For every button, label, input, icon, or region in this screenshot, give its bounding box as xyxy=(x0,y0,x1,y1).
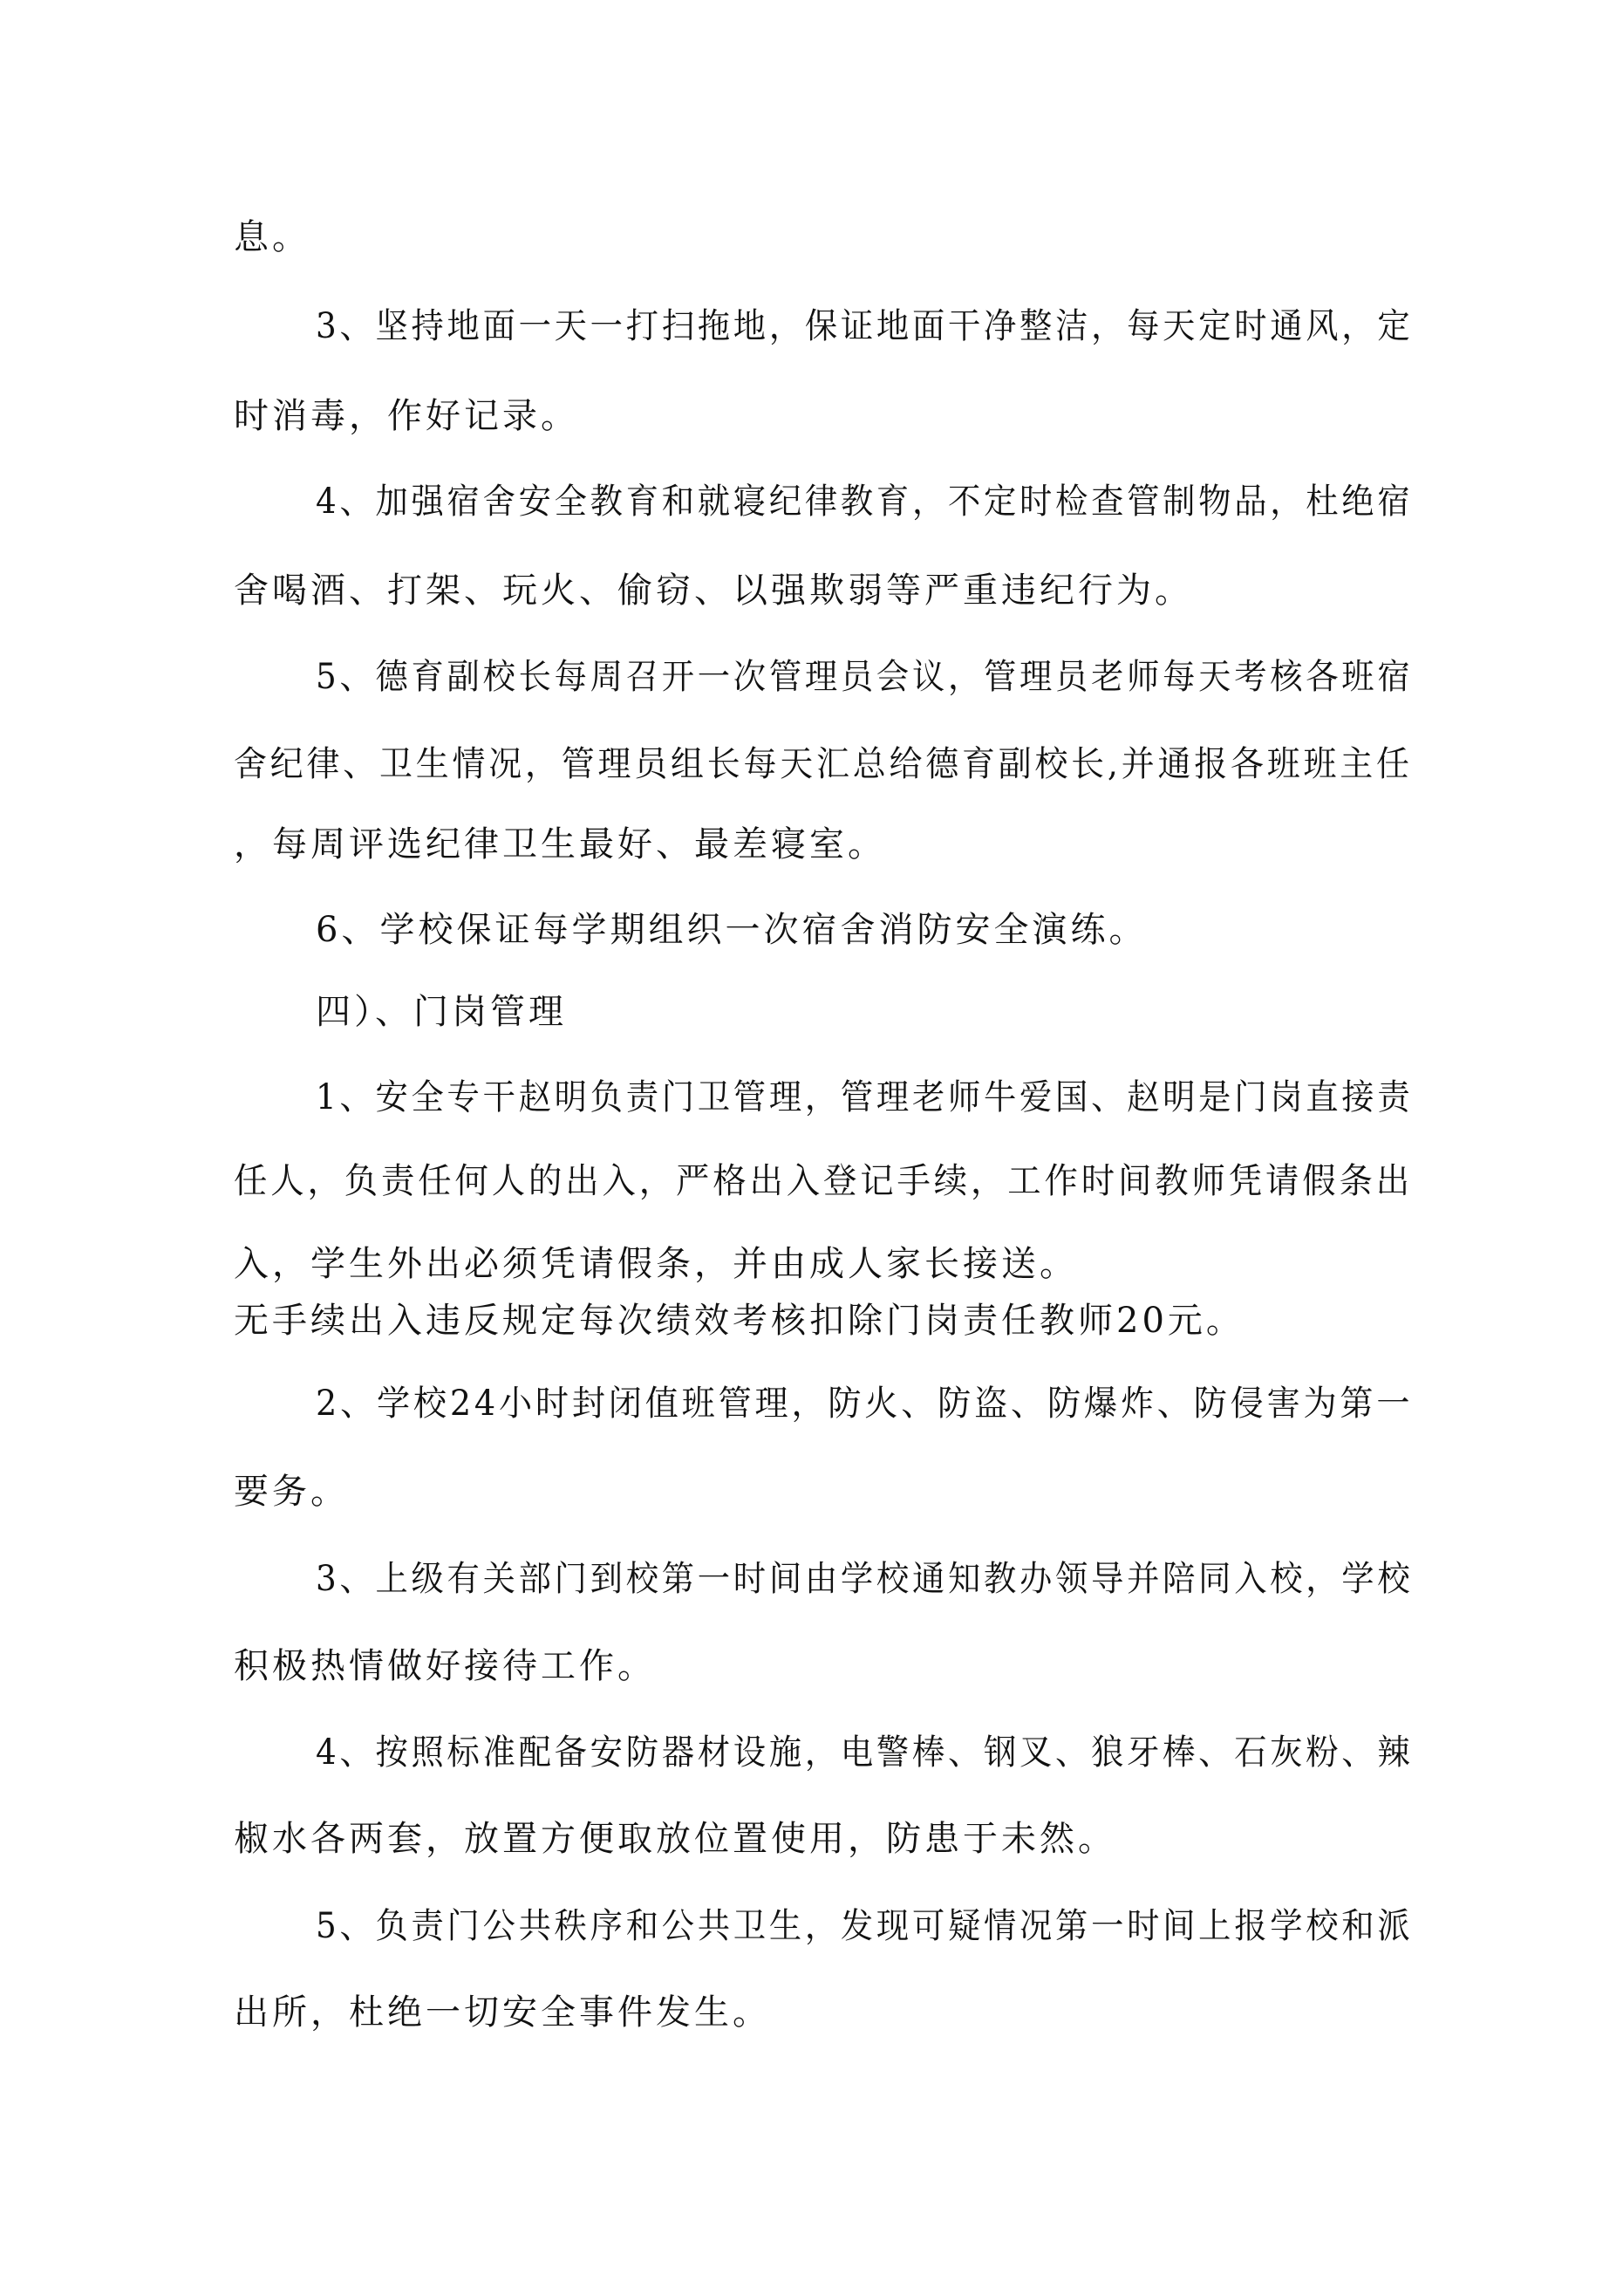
section-heading: 四）、门岗管理 xyxy=(316,992,567,1032)
text-line: 5、德育副校长每周召开一次管理员会议，管理员老师每天考核各班宿 xyxy=(316,657,1414,697)
text-line: 4、加强宿舍安全教育和就寝纪律教育，不定时检查管制物品，杜绝宿 xyxy=(316,482,1414,522)
text-line: 时消毒，作好记录。 xyxy=(234,396,579,436)
text-line: 无手续出入违反规定每次绩效考核扣除门岗责任教师20元。 xyxy=(234,1301,1245,1341)
text-line: 3、坚持地面一天一打扫拖地，保证地面干净整洁，每天定时通风，定 xyxy=(316,306,1414,346)
text-line: 5、负责门公共秩序和公共卫生，发现可疑情况第一时间上报学校和派 xyxy=(316,1906,1414,1946)
text-line: 舍喝酒、打架、玩火、偷窃、以强欺弱等严重违纪行为。 xyxy=(234,571,1193,611)
text-line: 6、学校保证每学期组织一次宿舍消防安全演练。 xyxy=(316,910,1148,950)
text-line: 任人，负责任何人的出入，严格出入登记手续，工作时间教师凭请假条出 xyxy=(234,1161,1413,1201)
text-line: 4、按照标准配备安防器材设施，电警棒、钢叉、狼牙棒、石灰粉、辣 xyxy=(316,1732,1414,1773)
text-line: 积极热情做好接待工作。 xyxy=(234,1646,656,1686)
text-line: 入，学生外出必须凭请假条，并由成人家长接送。 xyxy=(234,1244,1078,1284)
text-line: ，每周评选纪律卫生最好、最差寝室。 xyxy=(234,824,886,864)
text-line: 3、上级有关部门到校第一时间由学校通知教办领导并陪同入校，学校 xyxy=(316,1559,1414,1599)
text-line: 息。 xyxy=(234,217,310,257)
text-line: 2、学校24小时封闭值班管理，防火、防盗、防爆炸、防侵害为第一 xyxy=(316,1384,1414,1424)
text-line: 1、安全专干赵明负责门卫管理，管理老师牛爱国、赵明是门岗直接责 xyxy=(316,1077,1414,1117)
text-line: 出所，杜绝一切安全事件发生。 xyxy=(234,1992,771,2033)
text-line: 舍纪律、卫生情况，管理员组长每天汇总给德育副校长,并通报各班班主任 xyxy=(234,744,1413,784)
text-line: 要务。 xyxy=(234,1472,349,1512)
text-line: 椒水各两套，放置方便取放位置使用，防患于未然。 xyxy=(234,1819,1116,1859)
